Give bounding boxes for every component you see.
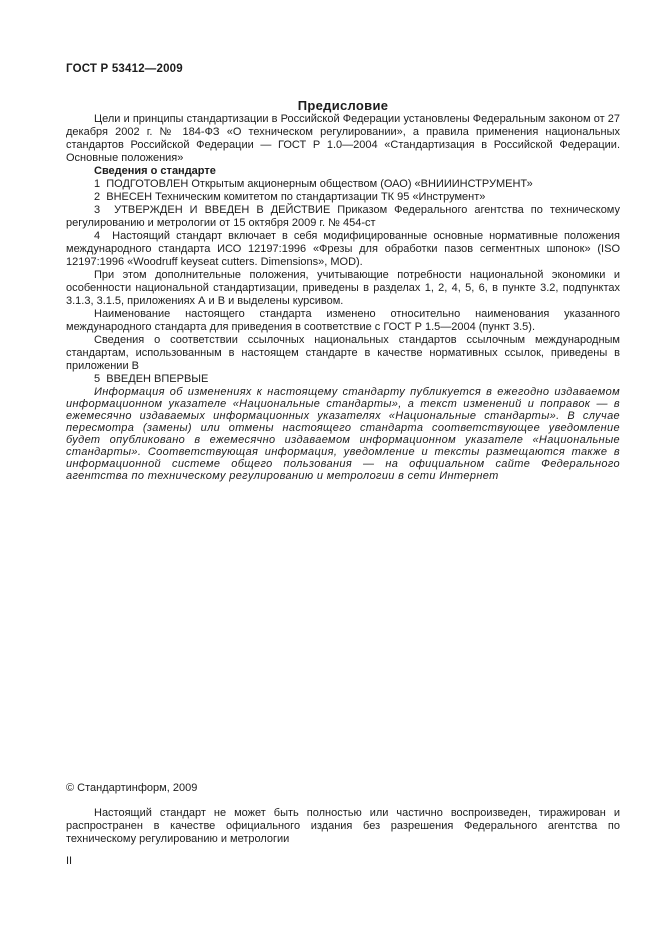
clause-5-first-edition: 5 ВВЕДЕН ВПЕРВЫЕ xyxy=(94,373,209,385)
clause-4-paragraph-1: 4 Настоящий стандарт включает в себя модифицированные основные нормативные положения международного стандарта ИСО 12197:1996 «Фрезы для обработки пазов сегментных шпонок» (ISO 12197:1996 «Woodruff keyseat cutters. Dimensions», MOD). xyxy=(66,230,620,268)
page-title: Предисловие xyxy=(297,98,389,113)
page-number: II xyxy=(66,855,73,867)
clause-3-approved: 3 УТВЕРЖДЕН И ВВЕДЕН В ДЕЙСТВИЕ Приказом Федерального агентства по техническому регулированию и метрологии от 15 октября 2009 г. № 454-ст xyxy=(66,204,620,229)
clause-4-paragraph-3: Наименование настоящего стандарта изменено относительно наименования указанного международного стандарта для приведения в соответствие с ГОСТ Р 1.5—2004 (пункт 3.5). xyxy=(66,308,620,333)
clause-4-paragraph-4: Сведения о соответствии ссылочных национальных стандартов ссылочным международным стандартам, использованным в настоящем стандарте в качестве нормативных ссылок, приведены в приложении В xyxy=(66,334,620,372)
page-content xyxy=(66,0,620,867)
clause-1-prepared-by: 1 ПОДГОТОВЛЕН Открытым акционерным обществом (ОАО) «ВНИИИНСТРУМЕНТ» xyxy=(94,178,533,190)
intro-paragraph: Цели и принципы стандартизации в Российской Федерации установлены Федеральным законом от 27 декабря 2002 г. № 184-ФЗ «О техническом регулировании», а правила применения национальных стандартов Российской Федерации — ГОСТ Р 1.0—2004 «Стандартизация в Российской Федерации. Основные положения» xyxy=(66,113,620,164)
standard-info-heading: Сведения о стандарте xyxy=(94,165,216,177)
clause-4-paragraph-2: При этом дополнительные положения, учитывающие потребности национальной экономики и особенности национальной стандартизации, приведены в разделах 1, 2, 4, 5, 6, в пункте 3.2, подпунктах 3.1.3, 3.1.5, приложениях А и В и выделены курсивом. xyxy=(66,269,620,307)
page-footer-block xyxy=(66,782,620,868)
reproduction-notice: Настоящий стандарт не может быть полностью или частично воспроизведен, тиражирован и распространен в качестве официального издания без разрешения Федерального агентства по техническому регулированию и метрологии xyxy=(66,807,620,845)
clause-2-submitted-by: 2 ВНЕСЕН Техническим комитетом по стандартизации ТК 95 «Инструмент» xyxy=(94,191,486,203)
standard-code: ГОСТ Р 53412—2009 xyxy=(66,63,183,75)
amendments-note: Информация об изменениях к настоящему стандарту публикуется в ежегодно издаваемом информационном указателе «Национальные стандарты», а текст изменений и поправок — в ежемесячно издаваемых информационных указателях «Национальные стандарты». В случае пересмотра (замены) или отмены настоящего стандарта соответствующее уведомление будет опубликовано в ежемесячно издаваемом информационном указателе «Национальные стандарты». Соответствующая информация, уведомление и тексты размещаются также в информационной системе общего пользования — на официальном сайте Федерального агентства по техническому регулированию и метрологии в сети Интернет xyxy=(66,386,620,482)
copyright-line: © Стандартинформ, 2009 xyxy=(66,782,198,794)
